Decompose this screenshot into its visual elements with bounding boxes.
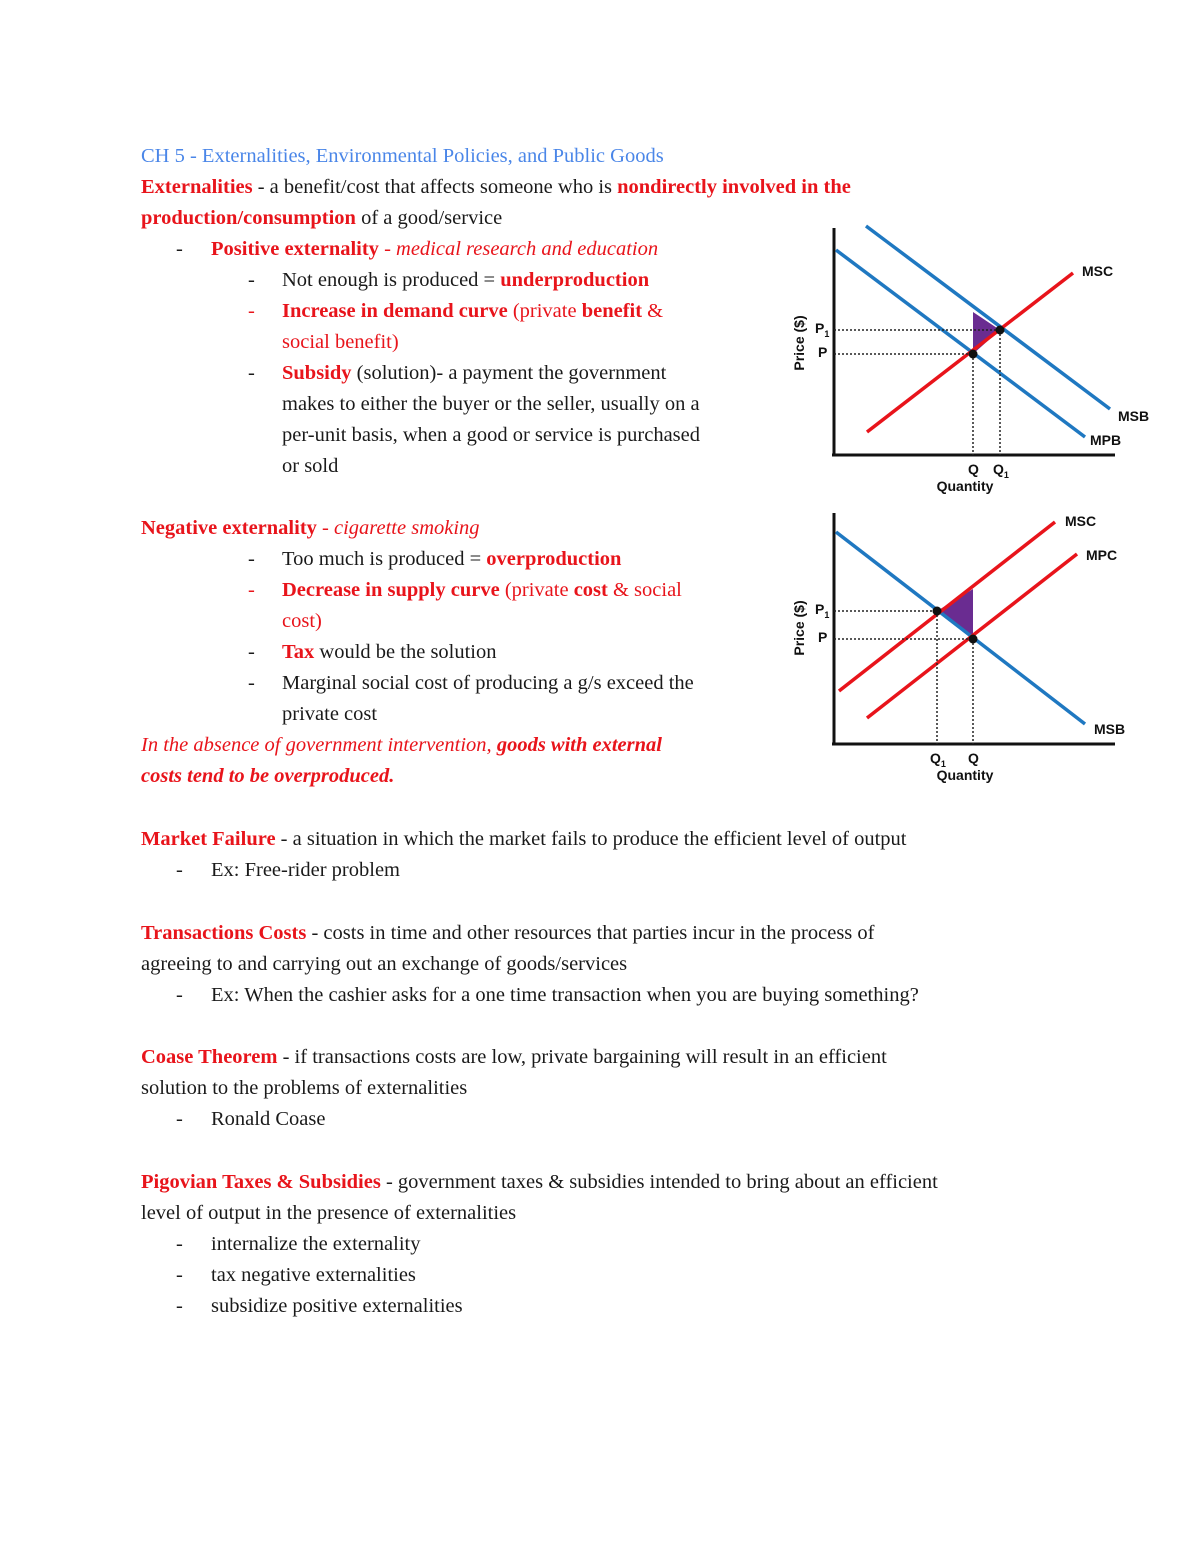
negative-conclusion-line1: In the absence of government intervention, goods with external xyxy=(141,734,662,756)
msc-label: MSC xyxy=(1065,513,1097,529)
market-failure-example: Ex: Free-rider problem xyxy=(211,859,400,881)
market-failure-def: Market Failure - a situation in which the market fails to produce the efficient level of output xyxy=(141,828,907,850)
positive-bullet-2-cont: social benefit) xyxy=(282,331,399,353)
bullet-dash: - xyxy=(176,1108,183,1130)
q-label: Q xyxy=(968,461,979,477)
y-axis-label: Price ($) xyxy=(791,315,807,371)
externalities-def-line1: Externalities - a benefit/cost that affects someone who is nondirectly involved in the xyxy=(141,176,851,198)
pigovian-def-cont: level of output in the presence of externalities xyxy=(141,1202,517,1224)
pigovian-item: internalize the externality xyxy=(211,1233,421,1255)
positive-bullet-3-cont: per-unit basis, when a good or service is purchased xyxy=(282,424,701,446)
negative-externality-heading: Negative externality - cigarette smoking xyxy=(141,517,480,539)
pigovian-def: Pigovian Taxes & Subsidies - government taxes & subsidies intended to bring about an efficient xyxy=(141,1171,938,1193)
bullet-dash: - xyxy=(248,641,255,663)
bullet-dash: - xyxy=(248,300,255,322)
msb-label: MSB xyxy=(1118,408,1150,424)
positive-externality-item: Positive externality - medical research and education xyxy=(211,238,659,260)
p-label: P xyxy=(818,344,828,360)
transactions-costs-def-cont: agreeing to and carrying out an exchange of goods/services xyxy=(141,953,628,975)
positive-bullet-3-cont: makes to either the buyer or the seller, usually on a xyxy=(282,393,700,415)
pigovian-item: tax negative externalities xyxy=(211,1264,416,1286)
p1-label: $P_1$ xyxy=(815,320,830,339)
bullet-dash: - xyxy=(176,859,183,881)
coase-theorem-def: Coase Theorem - if transactions costs are low, private bargaining will result in an efficient xyxy=(141,1046,887,1068)
bullet-dash: - xyxy=(248,548,255,570)
equilibrium-point xyxy=(969,350,978,359)
bullet-dash: - xyxy=(248,579,255,601)
transactions-costs-example: Ex: When the cashier asks for a one time transaction when you are buying something? xyxy=(211,984,919,1006)
negative-bullet-2: Decrease in supply curve (private cost & social xyxy=(282,579,682,601)
coase-theorem-def-cont: solution to the problems of externalities xyxy=(141,1077,468,1099)
bullet-dash: - xyxy=(248,672,255,694)
q1-label: $Q_1$ xyxy=(993,461,1009,480)
x-axis-label: Quantity xyxy=(936,767,994,783)
x-axis-label: Quantity xyxy=(936,478,994,494)
bullet-dash: - xyxy=(176,1264,183,1286)
negative-bullet-4-cont: private cost xyxy=(282,703,378,725)
negative-conclusion-line2: costs tend to be overproduced. xyxy=(141,765,395,787)
externalities-def-line2: production/consumption of a good/service xyxy=(141,207,503,229)
y-axis-label: Price ($) xyxy=(791,600,807,656)
msc-curve xyxy=(839,522,1055,691)
bullet-dash: - xyxy=(176,984,183,1006)
p1-label: $P_1$ xyxy=(815,601,830,620)
mpb-curve xyxy=(836,250,1085,437)
positive-bullet-1: Not enough is produced = underproduction xyxy=(282,269,650,291)
mpc-label: MPC xyxy=(1086,547,1118,563)
bullet-dash: - xyxy=(248,269,255,291)
mpb-label: MPB xyxy=(1090,432,1122,448)
msb-curve xyxy=(866,226,1110,409)
efficient-point xyxy=(996,326,1005,335)
transactions-costs-def: Transactions Costs - costs in time and other resources that parties incur in the process of xyxy=(141,922,875,944)
term-externalities: Externalities xyxy=(141,176,253,198)
positive-bullet-3-cont: or sold xyxy=(282,455,339,477)
bullet-dash: - xyxy=(176,1233,183,1255)
q1-label: $Q_1$ xyxy=(930,750,946,769)
negative-bullet-2-cont: cost) xyxy=(282,610,322,632)
p-label: P xyxy=(818,629,828,645)
pigovian-item: subsidize positive externalities xyxy=(211,1295,463,1317)
efficient-point xyxy=(933,607,942,616)
negative-bullet-1: Too much is produced = overproduction xyxy=(282,548,622,570)
positive-bullet-3: Subsidy (solution)- a payment the government xyxy=(282,362,667,384)
q-label: Q xyxy=(968,750,979,766)
coase-theorem-example: Ronald Coase xyxy=(211,1108,326,1130)
msc-label: MSC xyxy=(1082,263,1114,279)
msb-label: MSB xyxy=(1094,721,1126,737)
positive-externality-graph xyxy=(780,220,1180,505)
negative-bullet-3: Tax would be the solution xyxy=(282,641,497,663)
page-title: CH 5 - Externalities, Environmental Policies, and Public Goods xyxy=(141,145,664,167)
msb-curve xyxy=(836,532,1085,724)
bullet-dash: - xyxy=(248,362,255,384)
bullet-dash: - xyxy=(176,1295,183,1317)
negative-bullet-4: Marginal social cost of producing a g/s exceed the xyxy=(282,672,694,694)
negative-externality-graph xyxy=(780,505,1180,790)
positive-bullet-2: Increase in demand curve (private benefit & xyxy=(282,300,664,322)
bullet-dash: - xyxy=(176,238,183,260)
equilibrium-point xyxy=(969,635,978,644)
